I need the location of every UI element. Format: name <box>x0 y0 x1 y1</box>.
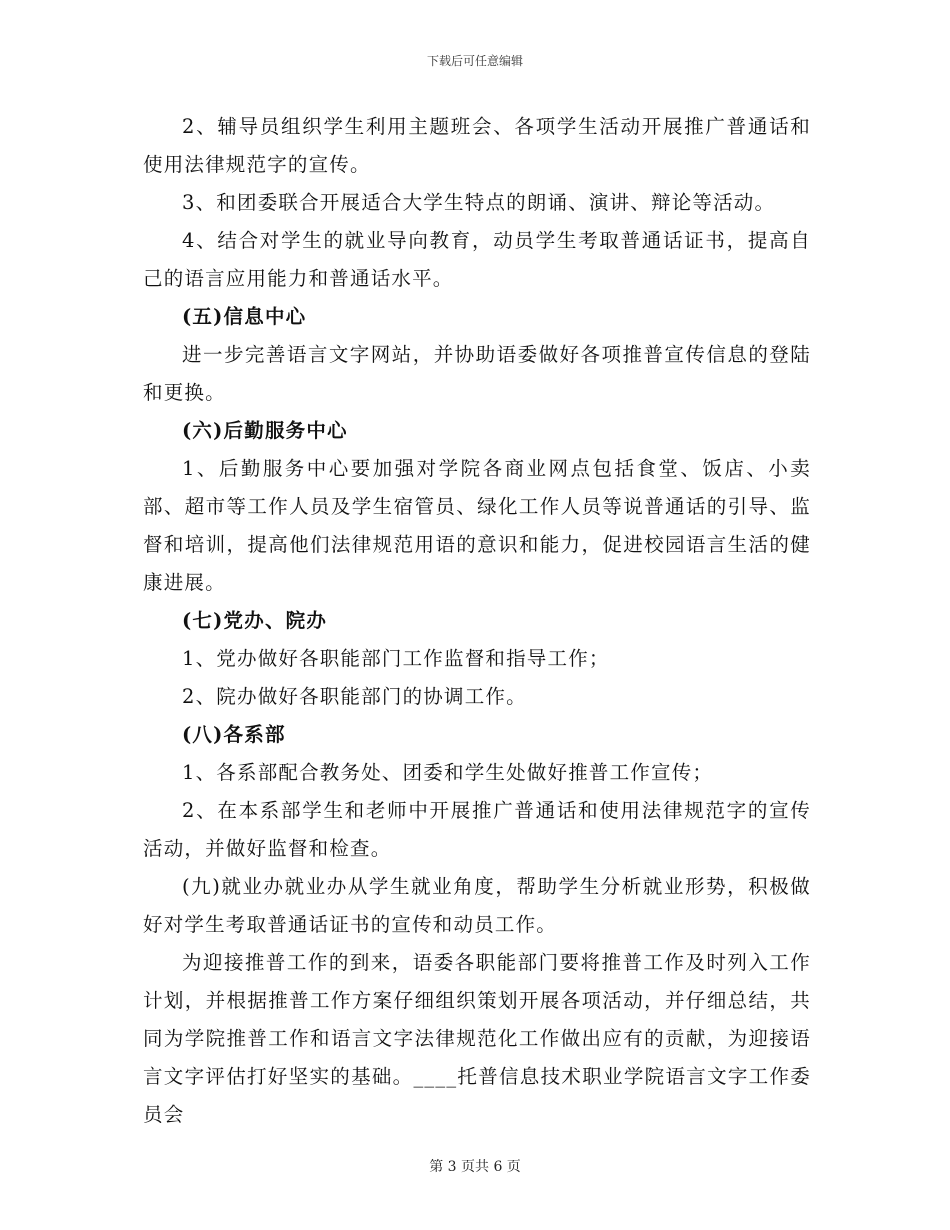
paragraph: 2、院办做好各职能部门的协调工作。 <box>182 685 527 708</box>
section-heading: (八)各系部 <box>182 723 286 746</box>
page-header: 下载后可任意编辑 <box>426 54 523 68</box>
page-number: 第 3 页共 6 页 <box>429 1159 521 1175</box>
section-heading: (六)后勤服务中心 <box>182 419 348 442</box>
paragraph: 进一步完善语言文字网站，并协助语委做好各项推普宣传信息的登陆和更换。 <box>143 343 811 404</box>
paragraph: 4、结合对学生的就业导向教育，动员学生考取普通话证书，提高自己的语言应用能力和普通话水平。 <box>143 229 811 290</box>
paragraph: 3、和团委联合开展适合大学生特点的朗诵、演讲、辩论等活动。 <box>182 191 776 214</box>
paragraph: 2、在本系部学生和老师中开展推广普通话和使用法律规范字的宣传活动，并做好监督和检查。 <box>143 799 811 860</box>
document-body <box>143 108 811 1134</box>
section-heading: (五)信息中心 <box>182 305 307 328</box>
closing-paragraph: 为迎接推普工作的到来，语委各职能部门要将推普工作及时列入工作计划，并根据推普工作方案仔细组织策划开展各项活动，并仔细总结，共同为学院推普工作和语言文字法律规范化工作做出应有的贡献，为迎接语言文字评估打好坚实的基础。____托普信息技术职业学院语言文字工作委员会 <box>143 951 811 1126</box>
paragraph: 1、各系部配合教务处、团委和学生处做好推普工作宣传； <box>182 761 714 784</box>
paragraph: 2、辅导员组织学生利用主题班会、各项学生活动开展推广普通话和使用法律规范字的宣传。 <box>143 115 811 176</box>
paragraph: (九)就业办就业办从学生就业角度，帮助学生分析就业形势，积极做好对学生考取普通话证书的宣传和动员工作。 <box>143 875 811 936</box>
paragraph: 1、后勤服务中心要加强对学院各商业网点包括食堂、饭店、小卖部、超市等工作人员及学生宿管员、绿化工作人员等说普通话的引导、监督和培训，提高他们法律规范用语的意识和能力，促进校园语言生活的健康进展。 <box>143 457 811 594</box>
paragraph: 1、党办做好各职能部门工作监督和指导工作； <box>182 647 610 670</box>
section-heading: (七)党办、院办 <box>182 609 328 632</box>
